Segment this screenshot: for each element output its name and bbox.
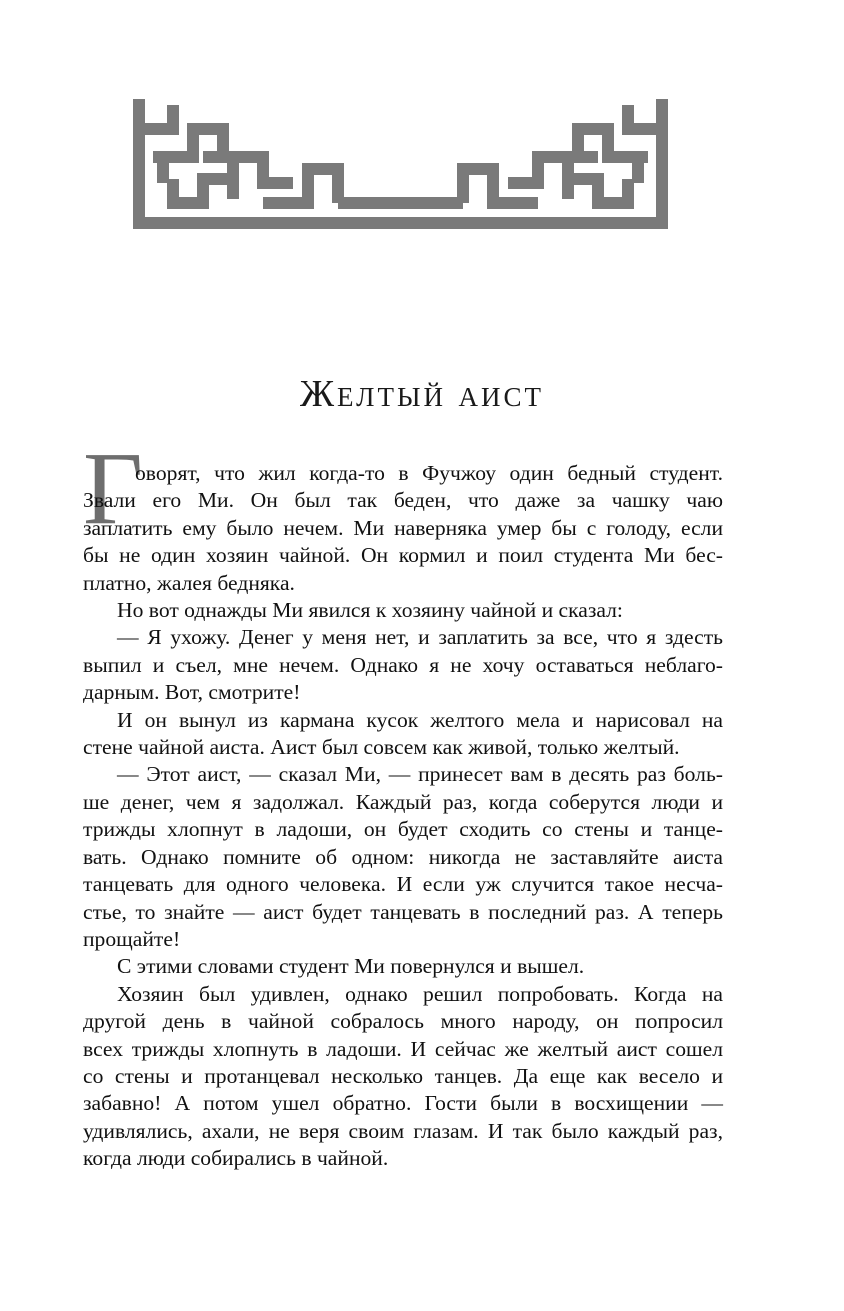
text-line: забавно! А потом ушел обратно. Гости были в восхищении — [83,1091,723,1116]
text-line: дарным. Вот, смотрите! [83,680,301,705]
text-line: ше денег, чем я задолжал. Каждый раз, когда соберутся люди и [83,789,723,814]
paragraph [83,761,723,953]
text-line: бы не один хозяин чайной. Он кормил и поил студента Ми бес- [83,543,723,568]
paragraph [83,981,723,1173]
text-line: стене чайной аиста. Аист был совсем как живой, только желтый. [83,735,680,760]
text-line: — Этот аист, — сказал Ми, — принесет вам в десять раз боль- [117,762,723,787]
text-line: заплатить ему было нечем. Ми наверняка умер бы с голоду, если [83,515,723,540]
paragraph [83,597,723,624]
drop-cap: Г [83,431,144,546]
text-line: С этими словами студент Ми повернулся и вышел. [117,954,585,979]
text-line: оворят, что жил когда-то в Фучжоу один бедный студент. [135,461,723,485]
paragraph [83,707,723,762]
text-line: танцевать для одного человека. И если уж случится такое несча- [83,872,723,897]
text-line: платно, жалея бедняка. [83,570,295,595]
text-line: выпил и съел, мне нечем. Однако я не хочу оставаться неблаго- [83,652,723,677]
text-line: всех трижды хлопнуть в ладоши. И сейчас же желтый аист сошел [83,1036,723,1061]
fret-border-icon [133,99,668,229]
decorative-ornament [133,99,668,229]
paragraph [83,624,723,706]
text-line: когда люди собирались в чайной. [83,1146,389,1171]
text-line: прощайте! [83,926,181,951]
text-line: Звали его Ми. Он был так беден, что даже за чашку чаю [83,488,723,513]
paragraph [83,460,723,597]
text-line: вать. Однако помните об одном: никогда не заставляйте аиста [83,844,723,869]
story-title: Желтый аист [299,373,545,415]
text-line: — Я ухожу. Денег у меня нет, и заплатить за все, что я здесть [117,625,723,650]
story-body [83,460,723,1173]
text-line: Хозяин был удивлен, однако решил попробовать. Когда на [117,981,723,1006]
text-line: И он вынул из кармана кусок желтого мела и нарисовал на [117,707,723,732]
text-line: удивлялись, ахали, не веря своим глазам. И так было каждый раз, [83,1118,723,1143]
text-line: трижды хлопнут в ладоши, он будет сходить со стены и танце- [83,817,723,842]
text-line: другой день в чайной собралось много народу, он попросил [83,1009,723,1034]
text-line: стье, то знайте — аист будет танцевать в последний раз. А теперь [83,899,723,924]
text-line: Но вот однажды Ми явился к хозяину чайной и сказал: [117,598,623,623]
paragraph [83,953,723,980]
text-line: со стены и протанцевал несколько танцев. Да еще как весело и [83,1063,723,1088]
